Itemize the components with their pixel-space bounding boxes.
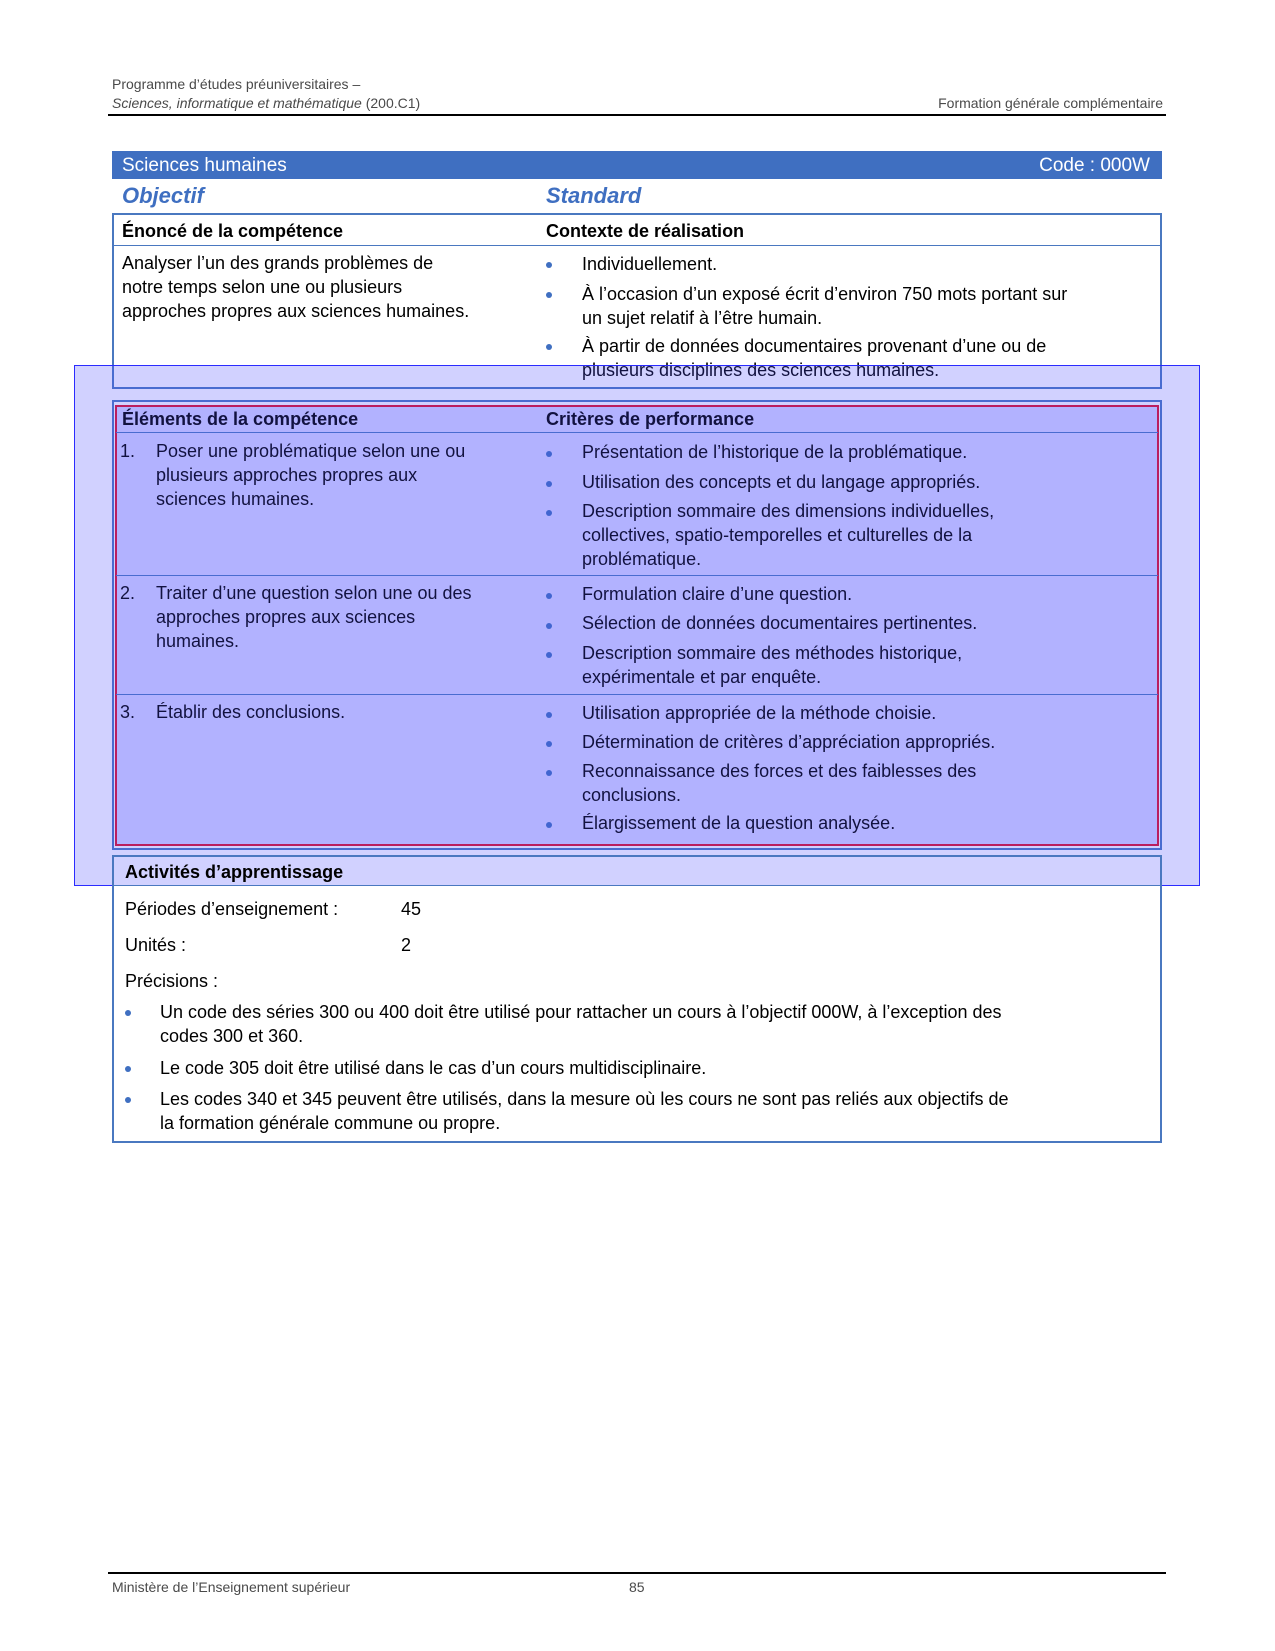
precision-line: codes 300 et 360. xyxy=(160,1026,304,1046)
course-code: Code : 000W xyxy=(1039,155,1150,176)
header-right: Formation générale complémentaire xyxy=(938,95,1163,111)
critere-item: Détermination de critères d’appréciation appropriés. xyxy=(582,732,996,752)
precision-line: Un code des séries 300 ou 400 doit être utilisé pour rattacher un cours à l’objectif 000W, à l’exception des xyxy=(160,1002,1002,1022)
critere-line: Description sommaire des dimensions individuelles, xyxy=(582,501,995,521)
enonce-line: approches propres aux sciences humaines. xyxy=(122,301,470,321)
precision-item xyxy=(160,1000,1002,1048)
header-program-code: (200.C1) xyxy=(365,95,421,111)
header-program: Programme d’études préuniversitaires – xyxy=(112,76,361,92)
periodes-value: 45 xyxy=(401,899,422,919)
critere-line: collectives, spatio-temporelles et culturelles de la xyxy=(582,525,973,545)
critere-line: problématique. xyxy=(582,549,702,569)
critere-item: Présentation de l’historique de la problématique. xyxy=(582,442,968,462)
critere-line: Reconnaissance des forces et des faiblesses des xyxy=(582,761,977,781)
element-line: Traiter d’une question selon une ou des xyxy=(156,583,472,603)
contexte-line: À l’occasion d’un exposé écrit d’environ 750 mots portant sur xyxy=(582,284,1068,304)
contexte-header: Contexte de réalisation xyxy=(546,221,745,241)
bullet-icon xyxy=(546,344,552,350)
element-line: Poser une problématique selon une ou xyxy=(156,441,466,461)
header-program-subtitle xyxy=(112,95,420,111)
periodes-label: Périodes d’enseignement : xyxy=(125,899,339,919)
course-title-bar xyxy=(112,151,1162,179)
critere-item: Utilisation des concepts et du langage appropriés. xyxy=(582,472,981,492)
contexte-line: À partir de données documentaires provenant d’une ou de xyxy=(582,336,1047,356)
course-title: Sciences humaines xyxy=(122,155,287,176)
bullet-icon xyxy=(546,262,552,268)
critere-item: Utilisation appropriée de la méthode choisie. xyxy=(582,703,937,723)
element-line: sciences humaines. xyxy=(156,489,315,509)
precision-item xyxy=(160,1087,1009,1135)
enonce-line: Analyser l’un des grands problèmes de xyxy=(122,253,434,273)
element-line: approches propres aux sciences xyxy=(156,607,416,627)
enonce-line: notre temps selon une ou plusieurs xyxy=(122,277,403,297)
element-number: 2. xyxy=(120,583,136,603)
element-number: 1. xyxy=(120,441,136,461)
bullet-icon xyxy=(125,1010,131,1016)
element-text: Établir des conclusions. xyxy=(156,702,346,722)
bullet-icon xyxy=(125,1066,131,1072)
activites-header: Activités d’apprentissage xyxy=(125,862,344,882)
unites-label: Unités : xyxy=(125,935,187,955)
header-rule xyxy=(108,114,1166,116)
element-line: plusieurs approches propres aux xyxy=(156,465,418,485)
element-number: 3. xyxy=(120,702,136,722)
contexte-line: un sujet relatif à l’être humain. xyxy=(582,308,823,328)
activites-header-divider xyxy=(113,885,1161,886)
footer-ministry: Ministère de l’Enseignement supérieur xyxy=(112,1579,351,1595)
competence-header-divider xyxy=(113,245,1161,246)
page-number: 85 xyxy=(629,1579,645,1595)
precision-item: Le code 305 doit être utilisé dans le cas d’un cours multidisciplinaire. xyxy=(160,1058,707,1078)
bullet-icon xyxy=(125,1097,131,1103)
criteres-header: Critères de performance xyxy=(546,409,755,429)
header-program-name: Sciences, informatique et mathématique xyxy=(112,95,362,111)
contexte-item xyxy=(582,282,1067,330)
section-objectif: Objectif xyxy=(122,183,204,208)
precision-line: Les codes 340 et 345 peuvent être utilisés, dans la mesure où les cours ne sont pas reliés aux objectifs de xyxy=(160,1089,1009,1109)
critere-item: Élargissement de la question analysée. xyxy=(582,813,896,833)
contexte-item: Individuellement. xyxy=(582,254,718,274)
bullet-icon xyxy=(546,292,552,298)
enonce-text xyxy=(122,251,532,323)
precision-line: la formation générale commune ou propre. xyxy=(160,1113,501,1133)
enonce-header: Énoncé de la compétence xyxy=(122,221,344,241)
footer-rule xyxy=(108,1572,1166,1574)
elements-header: Éléments de la compétence xyxy=(122,409,359,429)
critere-line: Description sommaire des méthodes historique, xyxy=(582,643,963,663)
section-standard: Standard xyxy=(546,183,642,208)
critere-item: Formulation claire d’une question. xyxy=(582,584,853,604)
element-line: humaines. xyxy=(156,631,240,651)
unites-value: 2 xyxy=(401,935,412,955)
critere-item: Sélection de données documentaires pertinentes. xyxy=(582,613,978,633)
critere-line: conclusions. xyxy=(582,785,682,805)
precisions-label: Précisions : xyxy=(125,971,219,991)
critere-line: expérimentale et par enquête. xyxy=(582,667,822,687)
contexte-line: plusieurs disciplines des sciences humaines. xyxy=(582,360,940,380)
selection-overlay xyxy=(74,365,1200,886)
